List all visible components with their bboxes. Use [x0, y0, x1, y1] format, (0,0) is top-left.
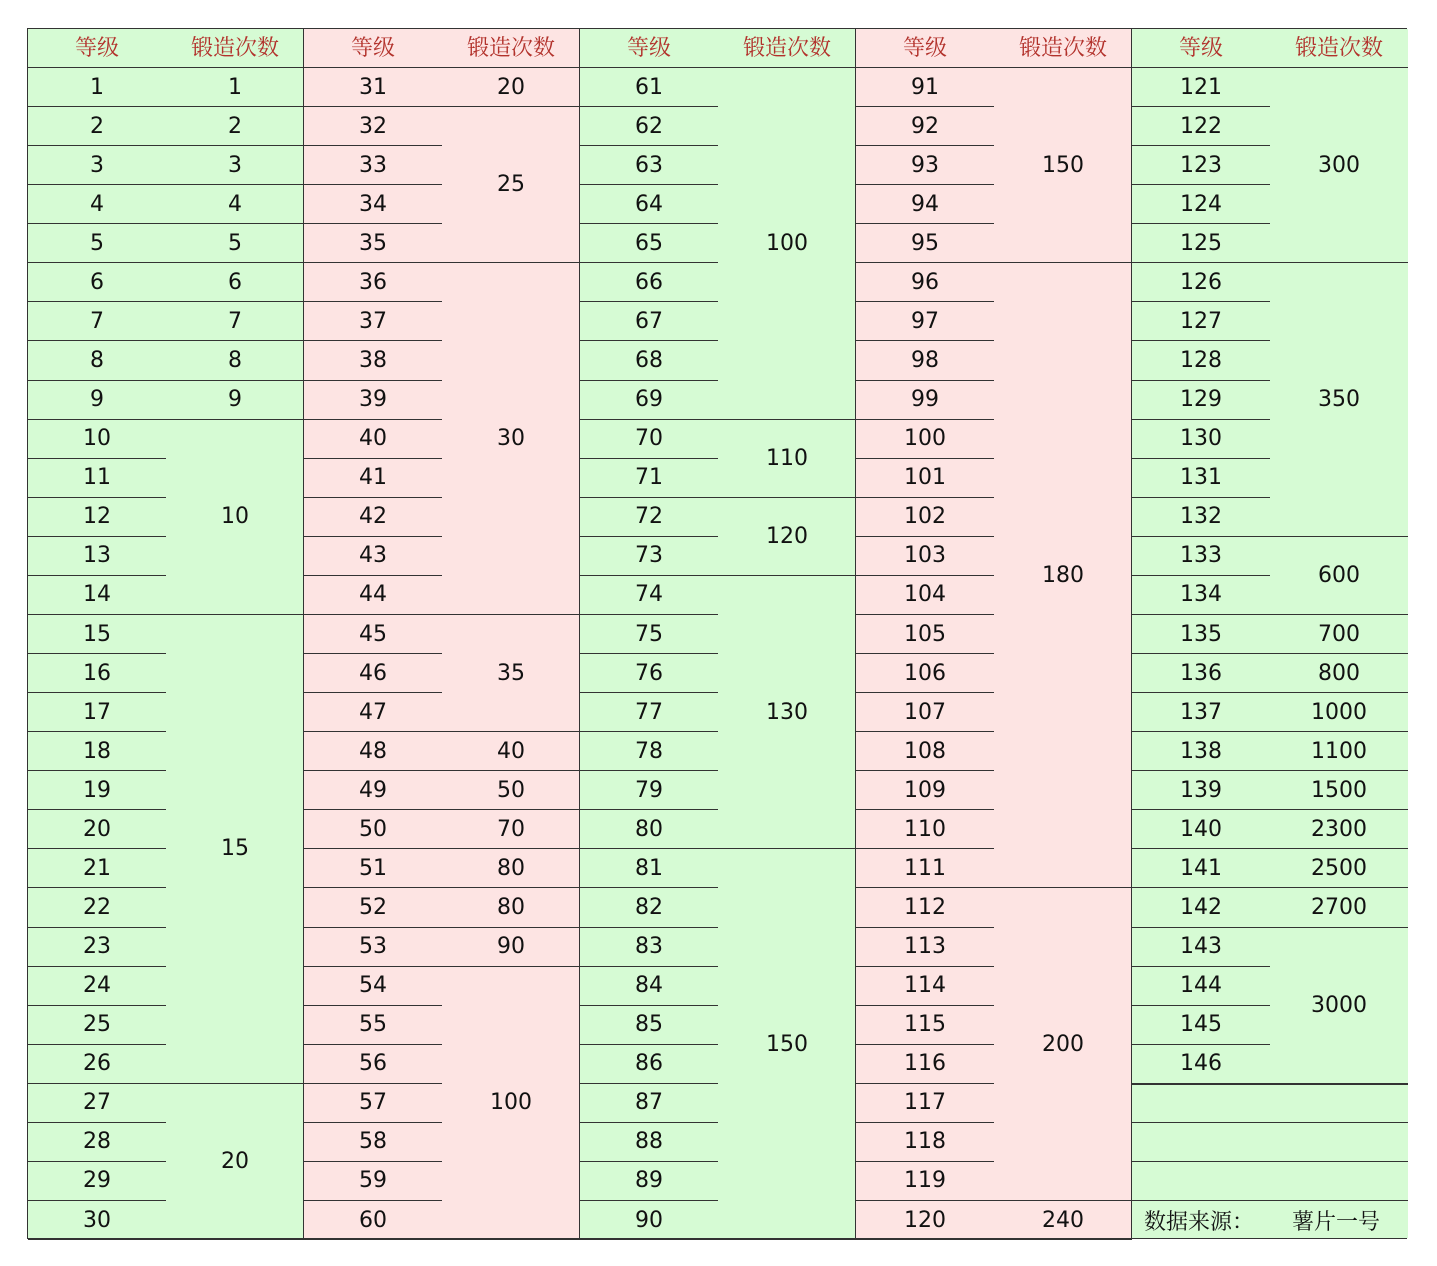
level-cell: 84	[580, 967, 718, 1006]
table-block-2	[304, 29, 580, 1238]
group-divider	[28, 380, 304, 381]
forge-count-cell: 7	[166, 302, 304, 341]
level-cell: 112	[856, 888, 994, 927]
group-divider	[1132, 262, 1408, 263]
header-forge-count: 锻造次数	[166, 29, 304, 68]
level-cell: 102	[856, 498, 994, 537]
level-cell: 91	[856, 68, 994, 107]
level-cell: 129	[1132, 381, 1270, 420]
group-divider	[304, 927, 580, 928]
level-cell: 12	[28, 498, 166, 537]
forge-count-cell: 30	[442, 263, 580, 615]
level-cell: 26	[28, 1045, 166, 1084]
level-cell: 70	[580, 420, 718, 459]
level-cell: 146	[1132, 1045, 1270, 1084]
level-cell: 131	[1132, 459, 1270, 498]
level-cell: 133	[1132, 537, 1270, 576]
level-cell: 90	[580, 1201, 718, 1240]
level-cell: 34	[304, 185, 442, 224]
level-cell: 38	[304, 341, 442, 380]
level-cell: 68	[580, 341, 718, 380]
level-cell: 62	[580, 107, 718, 146]
empty-row	[1132, 1123, 1408, 1162]
forge-count-cell: 10	[166, 420, 304, 615]
level-cell: 54	[304, 967, 442, 1006]
level-cell: 114	[856, 967, 994, 1006]
level-cell: 65	[580, 224, 718, 263]
forge-count-cell: 800	[1270, 654, 1408, 693]
forge-count-cell: 100	[442, 967, 580, 1240]
level-cell: 57	[304, 1084, 442, 1123]
forge-count-cell: 40	[442, 732, 580, 771]
group-divider	[856, 262, 1132, 263]
level-cell: 2	[28, 107, 166, 146]
level-cell: 121	[1132, 68, 1270, 107]
level-cell: 143	[1132, 928, 1270, 967]
level-cell: 108	[856, 732, 994, 771]
group-divider	[580, 575, 856, 576]
forging-table	[27, 28, 1407, 1239]
level-cell: 6	[28, 263, 166, 302]
forge-count-cell: 2700	[1270, 888, 1408, 927]
level-cell: 1	[28, 68, 166, 107]
forge-count-cell: 15	[166, 615, 304, 1084]
forge-count-cell: 700	[1270, 615, 1408, 654]
level-cell: 87	[580, 1084, 718, 1123]
group-divider	[1132, 848, 1408, 849]
group-divider	[580, 497, 856, 498]
level-cell: 77	[580, 693, 718, 732]
level-cell: 8	[28, 341, 166, 380]
level-cell: 37	[304, 302, 442, 341]
forge-count-cell: 9	[166, 381, 304, 420]
forge-count-cell: 35	[442, 615, 580, 732]
group-divider	[1132, 809, 1408, 810]
forge-count-cell: 8	[166, 341, 304, 380]
level-cell: 127	[1132, 302, 1270, 341]
table-block-1	[28, 29, 304, 1238]
level-cell: 15	[28, 615, 166, 654]
forge-count-cell: 200	[994, 888, 1132, 1201]
level-cell: 13	[28, 537, 166, 576]
level-cell: 40	[304, 420, 442, 459]
group-divider	[1132, 887, 1408, 888]
level-cell: 106	[856, 654, 994, 693]
level-cell: 137	[1132, 693, 1270, 732]
level-cell: 97	[856, 302, 994, 341]
level-cell: 117	[856, 1084, 994, 1123]
forge-count-cell: 80	[442, 888, 580, 927]
level-cell: 19	[28, 771, 166, 810]
level-cell: 27	[28, 1084, 166, 1123]
level-cell: 66	[580, 263, 718, 302]
group-divider	[304, 106, 580, 107]
level-cell: 59	[304, 1162, 442, 1201]
level-cell: 71	[580, 459, 718, 498]
forge-count-cell: 240	[994, 1201, 1132, 1240]
level-cell: 47	[304, 693, 442, 732]
level-cell: 74	[580, 576, 718, 615]
level-cell: 72	[580, 498, 718, 537]
level-cell: 52	[304, 888, 442, 927]
level-cell: 85	[580, 1006, 718, 1045]
forge-count-cell: 130	[718, 576, 856, 849]
level-cell: 55	[304, 1006, 442, 1045]
level-cell: 99	[856, 381, 994, 420]
level-cell: 36	[304, 263, 442, 302]
level-cell: 11	[28, 459, 166, 498]
group-divider	[304, 809, 580, 810]
level-cell: 139	[1132, 771, 1270, 810]
group-divider	[1132, 692, 1408, 693]
level-cell: 116	[856, 1045, 994, 1084]
forge-count-cell: 300	[1270, 68, 1408, 263]
header-level: 等级	[580, 29, 718, 68]
level-cell: 109	[856, 771, 994, 810]
forge-count-cell: 1500	[1270, 771, 1408, 810]
group-divider	[28, 106, 304, 107]
group-divider	[28, 145, 304, 146]
level-cell: 61	[580, 68, 718, 107]
level-cell: 43	[304, 537, 442, 576]
level-cell: 14	[28, 576, 166, 615]
level-cell: 45	[304, 615, 442, 654]
group-divider	[1132, 653, 1408, 654]
level-cell: 67	[580, 302, 718, 341]
forge-count-cell: 2300	[1270, 810, 1408, 849]
level-cell: 30	[28, 1201, 166, 1240]
group-divider	[304, 770, 580, 771]
forge-count-cell: 150	[718, 849, 856, 1240]
level-cell: 32	[304, 107, 442, 146]
forge-count-cell: 20	[166, 1084, 304, 1240]
header-forge-count: 锻造次数	[1270, 29, 1408, 68]
forge-count-cell: 150	[994, 68, 1132, 263]
group-divider	[28, 614, 304, 615]
level-cell: 10	[28, 420, 166, 459]
level-cell: 89	[580, 1162, 718, 1201]
level-cell: 16	[28, 654, 166, 693]
group-divider	[304, 262, 580, 263]
level-cell: 82	[580, 888, 718, 927]
level-cell: 122	[1132, 107, 1270, 146]
level-cell: 31	[304, 68, 442, 107]
level-cell: 100	[856, 420, 994, 459]
level-cell: 58	[304, 1123, 442, 1162]
forge-count-cell: 25	[442, 107, 580, 263]
level-cell: 136	[1132, 654, 1270, 693]
header-level: 等级	[28, 29, 166, 68]
table-block-5	[1132, 29, 1408, 1238]
source-value: 薯片一号	[1292, 1210, 1381, 1236]
group-divider	[1132, 731, 1408, 732]
level-cell: 35	[304, 224, 442, 263]
forge-count-cell: 3000	[1270, 928, 1408, 1084]
group-divider	[28, 301, 304, 302]
level-cell: 4	[28, 185, 166, 224]
forge-count-cell: 1	[166, 68, 304, 107]
group-divider	[1132, 536, 1408, 537]
forge-count-cell: 3	[166, 146, 304, 185]
group-divider	[580, 848, 856, 849]
level-cell: 42	[304, 498, 442, 537]
level-cell: 128	[1132, 341, 1270, 380]
level-cell: 104	[856, 576, 994, 615]
level-cell: 78	[580, 732, 718, 771]
level-cell: 93	[856, 146, 994, 185]
forge-count-cell: 90	[442, 928, 580, 967]
level-cell: 135	[1132, 615, 1270, 654]
forge-count-cell: 110	[718, 420, 856, 498]
forge-count-cell: 100	[718, 68, 856, 420]
level-cell: 130	[1132, 420, 1270, 459]
level-cell: 132	[1132, 498, 1270, 537]
forge-count-cell: 20	[442, 68, 580, 107]
level-cell: 115	[856, 1006, 994, 1045]
group-divider	[304, 614, 580, 615]
level-cell: 80	[580, 810, 718, 849]
level-cell: 41	[304, 459, 442, 498]
level-cell: 126	[1132, 263, 1270, 302]
group-divider	[28, 419, 304, 420]
level-cell: 125	[1132, 224, 1270, 263]
level-cell: 21	[28, 849, 166, 888]
group-divider	[28, 1083, 304, 1084]
level-cell: 92	[856, 107, 994, 146]
level-cell: 33	[304, 146, 442, 185]
group-divider	[1132, 927, 1408, 928]
header-level: 等级	[304, 29, 442, 68]
group-divider	[28, 223, 304, 224]
level-cell: 75	[580, 615, 718, 654]
group-divider	[304, 887, 580, 888]
level-cell: 53	[304, 928, 442, 967]
level-cell: 63	[580, 146, 718, 185]
forge-count-cell: 50	[442, 771, 580, 810]
group-divider	[304, 966, 580, 967]
level-cell: 95	[856, 224, 994, 263]
level-cell: 94	[856, 185, 994, 224]
level-cell: 79	[580, 771, 718, 810]
level-cell: 73	[580, 537, 718, 576]
level-cell: 50	[304, 810, 442, 849]
level-cell: 105	[856, 615, 994, 654]
level-cell: 48	[304, 732, 442, 771]
source-label: 数据来源：	[1144, 1210, 1255, 1236]
group-divider	[580, 419, 856, 420]
header-forge-count: 锻造次数	[718, 29, 856, 68]
group-divider	[304, 731, 580, 732]
level-cell: 118	[856, 1123, 994, 1162]
level-cell: 142	[1132, 888, 1270, 927]
group-divider	[856, 887, 1132, 888]
level-cell: 120	[856, 1201, 994, 1240]
level-cell: 18	[28, 732, 166, 771]
group-divider	[28, 184, 304, 185]
forge-count-cell: 180	[994, 263, 1132, 888]
level-cell: 49	[304, 771, 442, 810]
group-divider	[856, 1200, 1132, 1201]
level-cell: 101	[856, 459, 994, 498]
forge-count-cell: 80	[442, 849, 580, 888]
level-cell: 96	[856, 263, 994, 302]
level-cell: 28	[28, 1123, 166, 1162]
forge-count-cell: 5	[166, 224, 304, 263]
group-divider	[28, 262, 304, 263]
level-cell: 64	[580, 185, 718, 224]
level-cell: 76	[580, 654, 718, 693]
empty-row	[1132, 1162, 1408, 1201]
level-cell: 7	[28, 302, 166, 341]
table-block-4	[856, 29, 1132, 1238]
level-cell: 124	[1132, 185, 1270, 224]
header-level: 等级	[1132, 29, 1270, 68]
level-cell: 46	[304, 654, 442, 693]
level-cell: 5	[28, 224, 166, 263]
header-forge-count: 锻造次数	[994, 29, 1132, 68]
empty-row	[1132, 1084, 1408, 1123]
group-divider	[304, 848, 580, 849]
group-divider	[1132, 770, 1408, 771]
level-cell: 44	[304, 576, 442, 615]
forge-count-cell: 350	[1270, 263, 1408, 536]
forge-count-cell: 600	[1270, 537, 1408, 615]
level-cell: 134	[1132, 576, 1270, 615]
level-cell: 22	[28, 888, 166, 927]
level-cell: 103	[856, 537, 994, 576]
level-cell: 110	[856, 810, 994, 849]
level-cell: 51	[304, 849, 442, 888]
level-cell: 88	[580, 1123, 718, 1162]
level-cell: 23	[28, 928, 166, 967]
forge-count-cell: 70	[442, 810, 580, 849]
level-cell: 24	[28, 967, 166, 1006]
level-cell: 119	[856, 1162, 994, 1201]
forge-count-cell: 1000	[1270, 693, 1408, 732]
level-cell: 17	[28, 693, 166, 732]
table-block-3	[580, 29, 856, 1238]
forge-count-cell: 4	[166, 185, 304, 224]
group-divider	[1132, 614, 1408, 615]
level-cell: 86	[580, 1045, 718, 1084]
forge-count-cell: 120	[718, 498, 856, 576]
level-cell: 98	[856, 341, 994, 380]
level-cell: 141	[1132, 849, 1270, 888]
header-forge-count: 锻造次数	[442, 29, 580, 68]
level-cell: 81	[580, 849, 718, 888]
level-cell: 60	[304, 1201, 442, 1240]
level-cell: 107	[856, 693, 994, 732]
level-cell: 144	[1132, 967, 1270, 1006]
level-cell: 111	[856, 849, 994, 888]
level-cell: 56	[304, 1045, 442, 1084]
level-cell: 39	[304, 381, 442, 420]
level-cell: 145	[1132, 1006, 1270, 1045]
level-cell: 20	[28, 810, 166, 849]
level-cell: 123	[1132, 146, 1270, 185]
forge-count-cell: 2500	[1270, 849, 1408, 888]
header-level: 等级	[856, 29, 994, 68]
level-cell: 69	[580, 381, 718, 420]
level-cell: 113	[856, 928, 994, 967]
level-cell: 29	[28, 1162, 166, 1201]
level-cell: 9	[28, 381, 166, 420]
level-cell: 140	[1132, 810, 1270, 849]
forge-count-cell: 1100	[1270, 732, 1408, 771]
level-cell: 138	[1132, 732, 1270, 771]
level-cell: 3	[28, 146, 166, 185]
level-cell: 83	[580, 928, 718, 967]
level-cell: 25	[28, 1006, 166, 1045]
forge-count-cell: 6	[166, 263, 304, 302]
group-divider	[28, 340, 304, 341]
forge-count-cell: 2	[166, 107, 304, 146]
